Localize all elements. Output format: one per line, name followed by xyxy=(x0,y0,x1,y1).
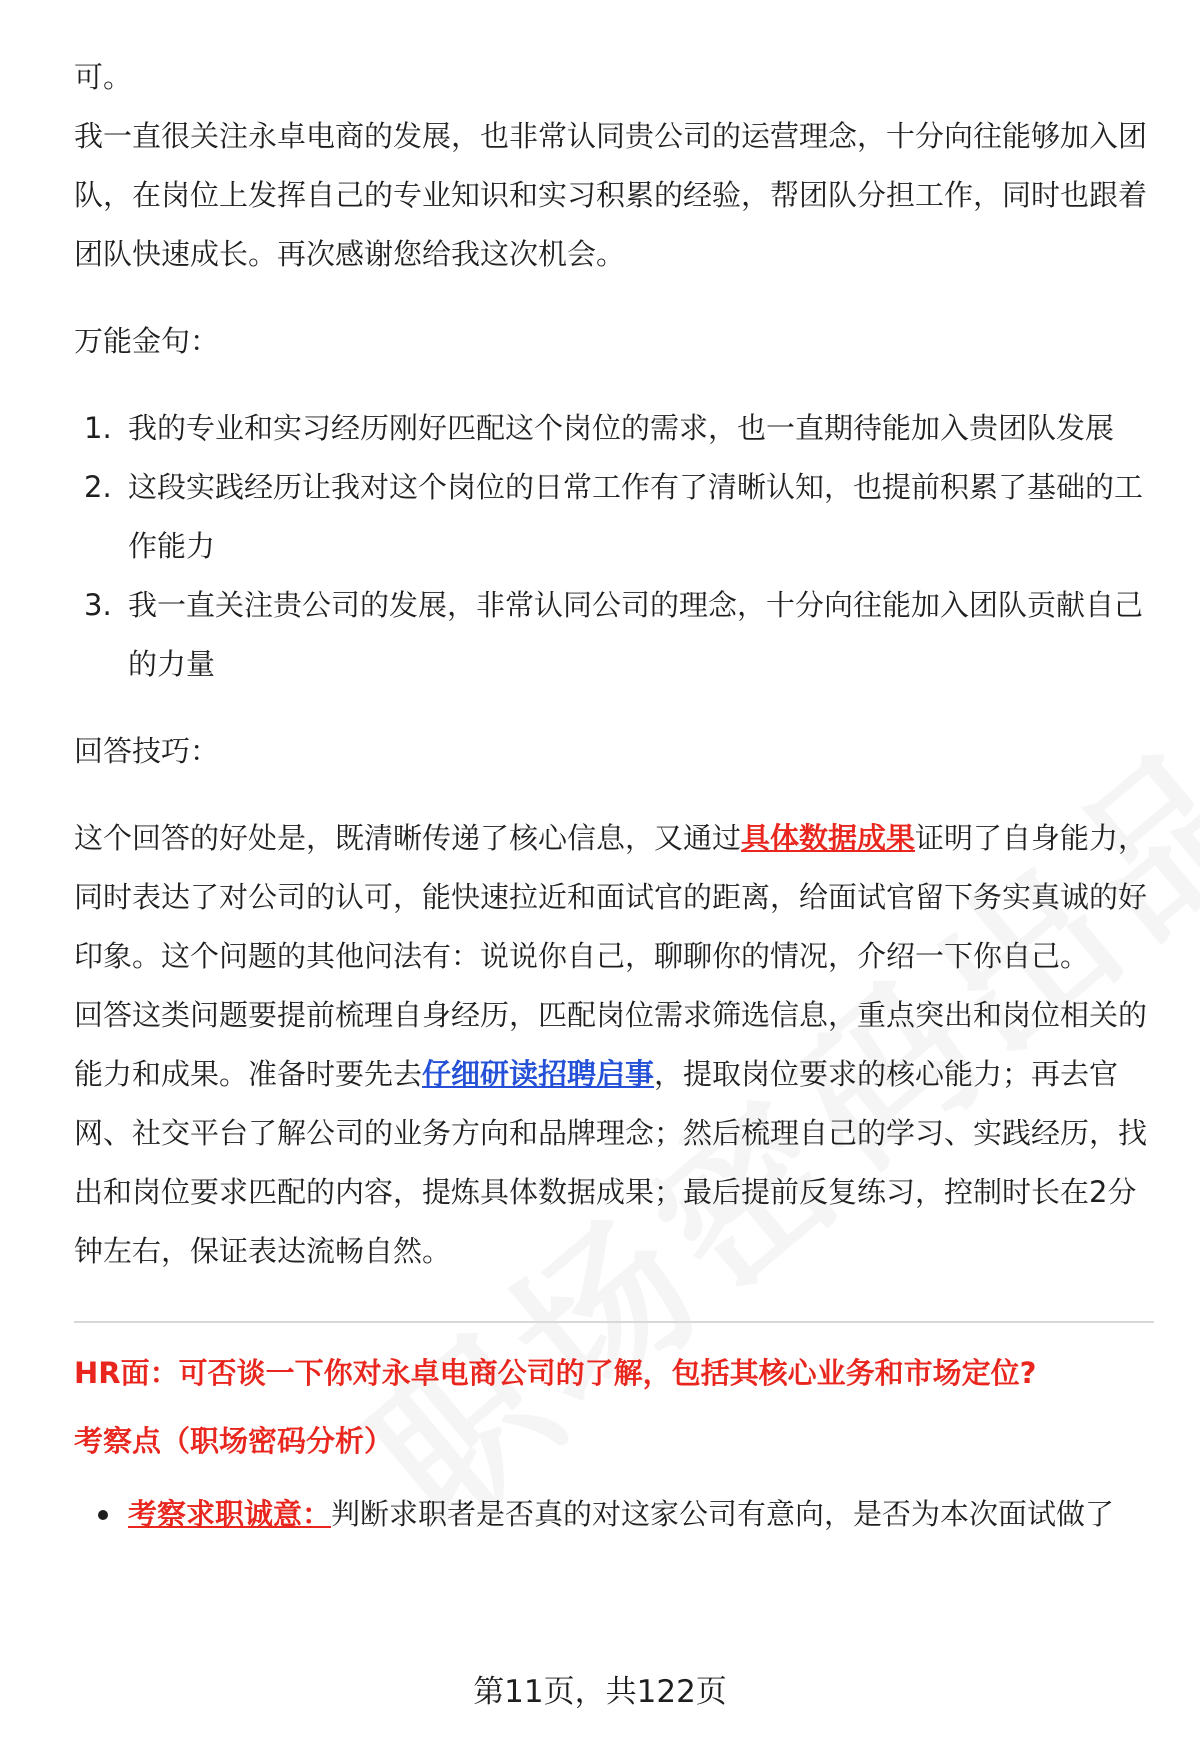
list-item: 3. 我一直关注贵公司的发展，非常认同公司的理念，十分向往能加入团队贡献自己的力量 xyxy=(84,588,1144,681)
golden-sentences-list xyxy=(74,399,1154,694)
bullet-icon xyxy=(98,1510,108,1520)
assessment-heading: 考察点（职场密码分析） xyxy=(74,1424,394,1458)
assessment-points xyxy=(74,1485,1154,1544)
hr-question: HR面：可否谈一下你对永卓电商公司的了解，包括其核心业务和市场定位? xyxy=(74,1356,1037,1390)
page-number: 第11页，共122页 xyxy=(473,1674,727,1710)
tips-paragraph-2: 回答这类问题要提前梳理自身经历，匹配岗位需求筛选信息，重点突出和岗位相关的能力和成果。准备时要先去仔细研读招聘启事，提取岗位要求的核心能力；再去官网、社交平台了解公司的业务方向和品牌理念；然后梳理自己的学习、实践经历，找出和岗位要求匹配的内容，提炼具体数据成果；最后提前反复练习，控制时长在2分钟左右，保证表达流畅自然。 xyxy=(74,998,1148,1268)
list-item: 考察求职诚意：判断求职者是否真的对这家公司有意向，是否为本次面试做了 xyxy=(74,1485,1154,1544)
tips-paragraph-1: 这个回答的好处是，既清晰传递了核心信息，又通过具体数据成果证明了自身能力，同时表达了对公司的认可，能快速拉近和面试官的距离，给面试官留下务实真诚的好印象。这个问题的其他问法有：说说你自己，聊聊你的情况，介绍一下你自己。 xyxy=(74,821,1148,973)
list-item: 2. 这段实践经历让我对这个岗位的日常工作有了清晰认知，也提前积累了基础的工作能力 xyxy=(84,470,1144,563)
highlight-data-results: 具体数据成果 xyxy=(741,821,916,855)
paragraph-continuation: 可。 xyxy=(74,60,133,94)
list-item: 1. 我的专业和实习经历刚好匹配这个岗位的需求，也一直期待能加入贵团队发展 xyxy=(84,411,1115,445)
answer-tips-label: 回答技巧： xyxy=(74,734,220,768)
highlight-job-posting: 仔细研读招聘启事 xyxy=(422,1057,655,1091)
section-divider xyxy=(74,1321,1154,1323)
golden-sentences-label: 万能金句： xyxy=(74,324,220,358)
bullet-label: 考察求职诚意： xyxy=(128,1497,332,1531)
document-page xyxy=(74,48,1154,1544)
paragraph-closing: 我一直很关注永卓电商的发展，也非常认同贵公司的运营理念，十分向往能够加入团队，在岗位上发挥自己的专业知识和实习积累的经验，帮团队分担工作，同时也跟着团队快速成长。再次感谢您给我这次机会。 xyxy=(74,119,1148,271)
